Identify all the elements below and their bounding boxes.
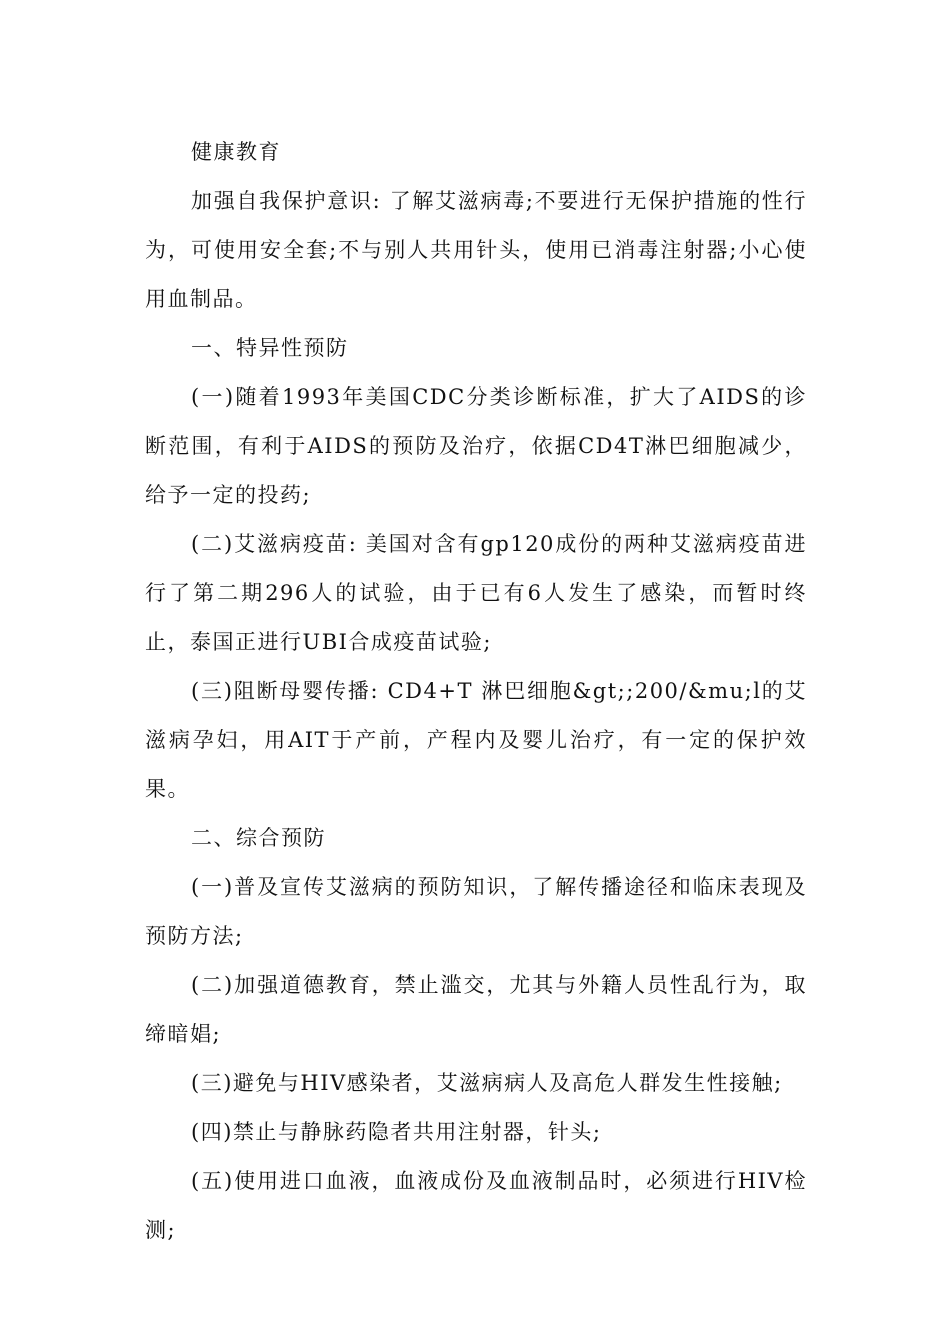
paragraph-comprehensive-4: (四)禁止与静脉药隐者共用注射器，针头; [191, 1120, 602, 1144]
paragraph-specific-3: (三)阻断母婴传播: CD4+T 淋巴细胞&gt;;200/&mu;l的艾滋病孕妇，用AIT于产前，产程内及婴儿治疗，有一定的保护效果。 [145, 679, 807, 801]
section-heading-comprehensive-prevention: 二、综合预防 [191, 826, 326, 850]
paragraph-specific-1: (一)随着1993年美国CDC分类诊断标准，扩大了AIDS的诊断范围，有利于AIDS的预防及治疗，依据CD4T淋巴细胞减少，给予一定的投药; [145, 385, 807, 507]
paragraph-comprehensive-2: (二)加强道德教育，禁止滥交，尤其与外籍人员性乱行为，取缔暗娼; [145, 973, 807, 1046]
paragraph-comprehensive-1: (一)普及宣传艾滋病的预防知识，了解传播途径和临床表现及预防方法; [145, 875, 807, 948]
section-heading-specific-prevention: 一、特异性预防 [191, 336, 349, 360]
paragraph-comprehensive-3: (三)避免与HIV感染者，艾滋病病人及高危人群发生性接触; [191, 1071, 783, 1095]
document-body [145, 128, 807, 1255]
paragraph-self-protection: 加强自我保护意识: 了解艾滋病毒;不要进行无保护措施的性行为，可使用安全套;不与别人共用针头，使用已消毒注射器;小心使用血制品。 [145, 189, 807, 311]
paragraph-specific-2: (二)艾滋病疫苗: 美国对含有gp120成份的两种艾滋病疫苗进行了第二期296人的试验，由于已有6人发生了感染，而暂时终止，泰国正进行UBI合成疫苗试验; [145, 532, 807, 654]
paragraph-comprehensive-5: (五)使用进口血液，血液成份及血液制品时，必须进行HIV检测; [145, 1169, 807, 1242]
section-heading-health-education: 健康教育 [191, 140, 281, 164]
